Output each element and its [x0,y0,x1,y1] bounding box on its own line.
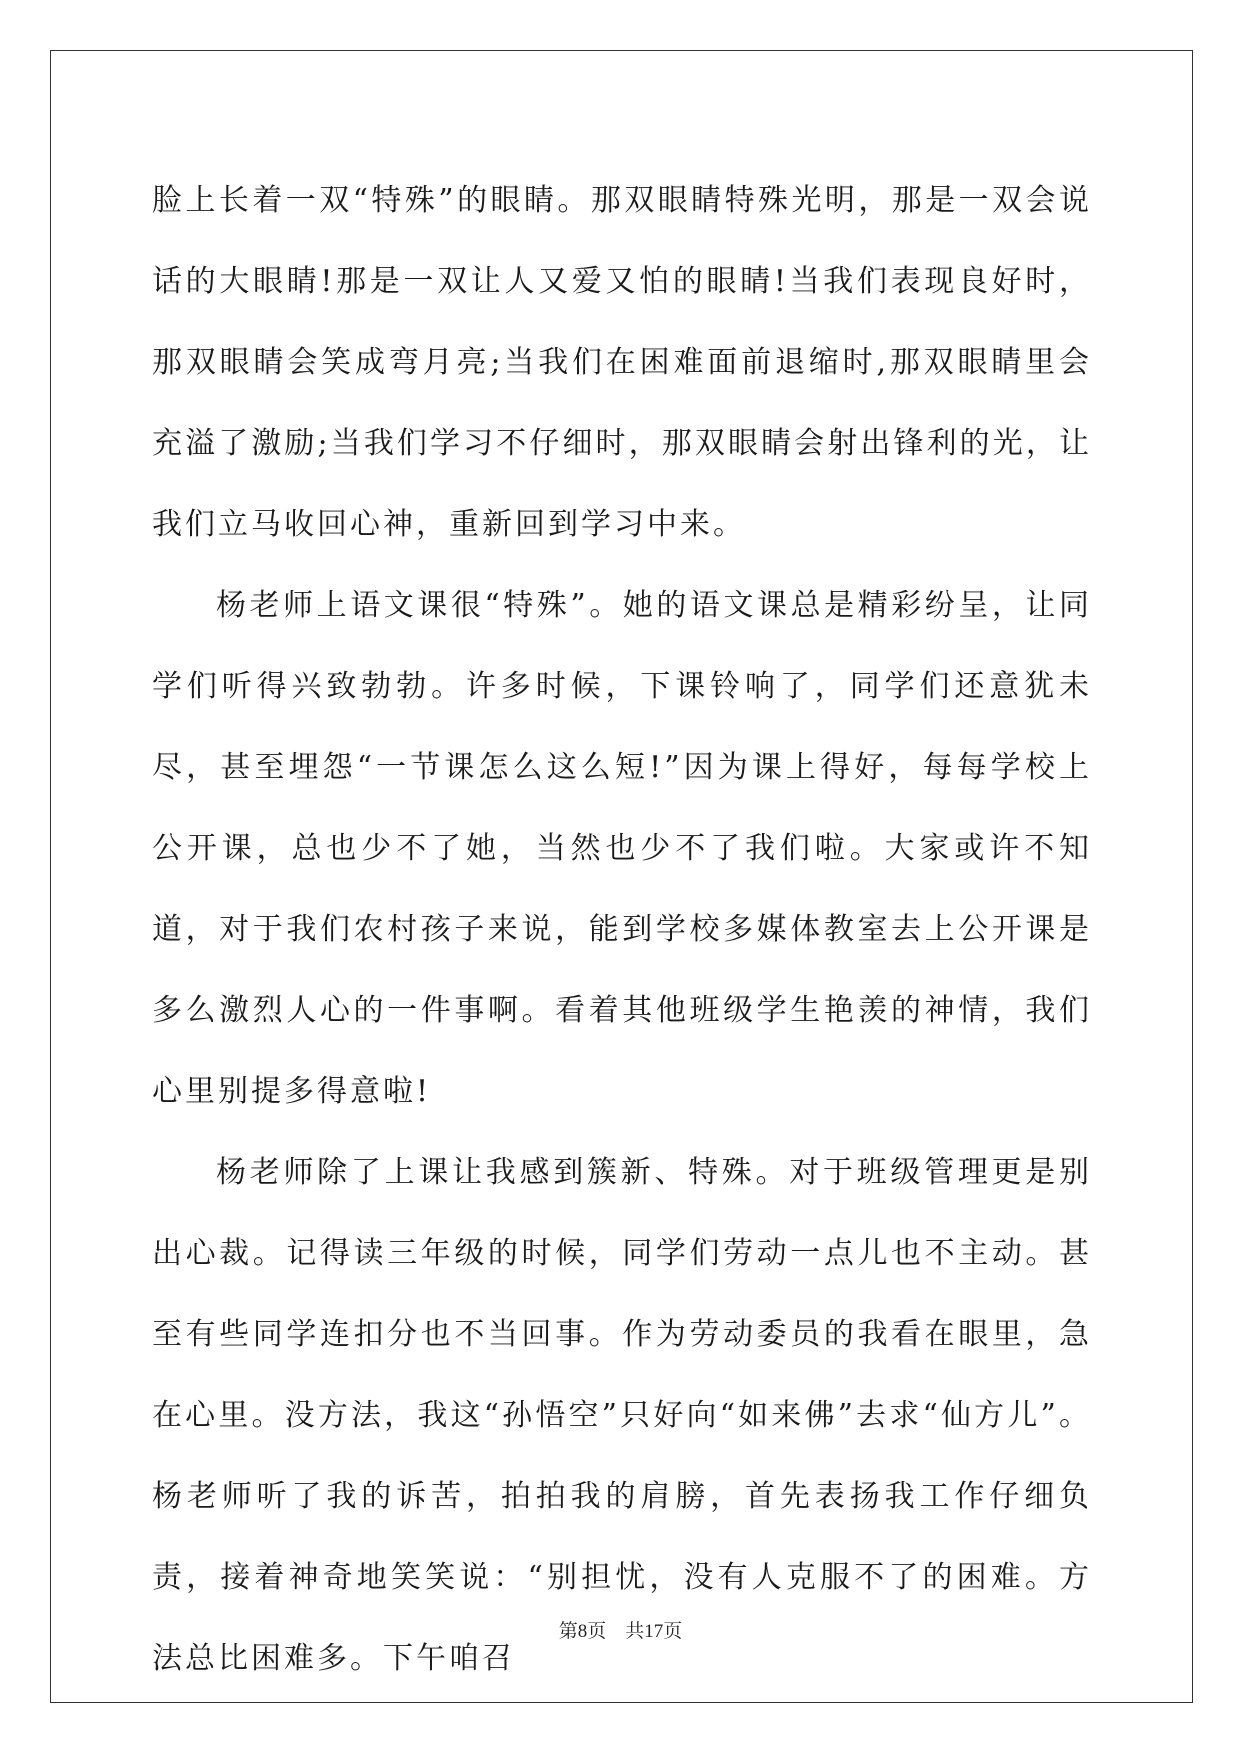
page-footer: 第8页 共17页 [558,1621,683,1642]
paragraph-2: 杨老师上语文课很“特殊”。她的语文课总是精彩纷呈，让同学们听得兴致勃勃。许多时候，下课铃响了，同学们还意犹未尽，甚至埋怨“一节课怎么这么短!”因为课上得好，每每学校上公开课，总也少不了她，当然也少不了我们啦。大家或许不知道，对于我们农村孩子来说，能到学校多媒体教室去上公开课是多么激烈人心的一件事啊。看着其他班级学生艳羡的神情，我们心里别提多得意啦! [152,588,1092,1109]
paragraph-3: 杨老师除了上课让我感到簇新、特殊。对于班级管理更是别出心裁。记得读三年级的时候，同学们劳动一点儿也不主动。甚至有些同学连扣分也不当回事。作为劳动委员的我看在眼里，急在心里。没方法，我这“孙悟空”只好向“如来佛”去求“仙方儿”。杨老师听了我的诉苦，拍拍我的肩膀，首先表扬我工作仔细负责，接着神奇地笑笑说：“别担忧，没有人克服不了的困难。方法总比困难多。下午咱召 [152,1155,1092,1676]
paragraph-1: 脸上长着一双“特殊”的眼睛。那双眼睛特殊光明，那是一双会说话的大眼睛!那是一双让人又爱又怕的眼睛!当我们表现良好时，那双眼睛会笑成弯月亮;当我们在困难面前退缩时,那双眼睛里会充溢了激励;当我们学习不仔细时，那双眼睛会射出锋利的光，让我们立马收回心神，重新回到学习中来。 [152,183,1092,542]
